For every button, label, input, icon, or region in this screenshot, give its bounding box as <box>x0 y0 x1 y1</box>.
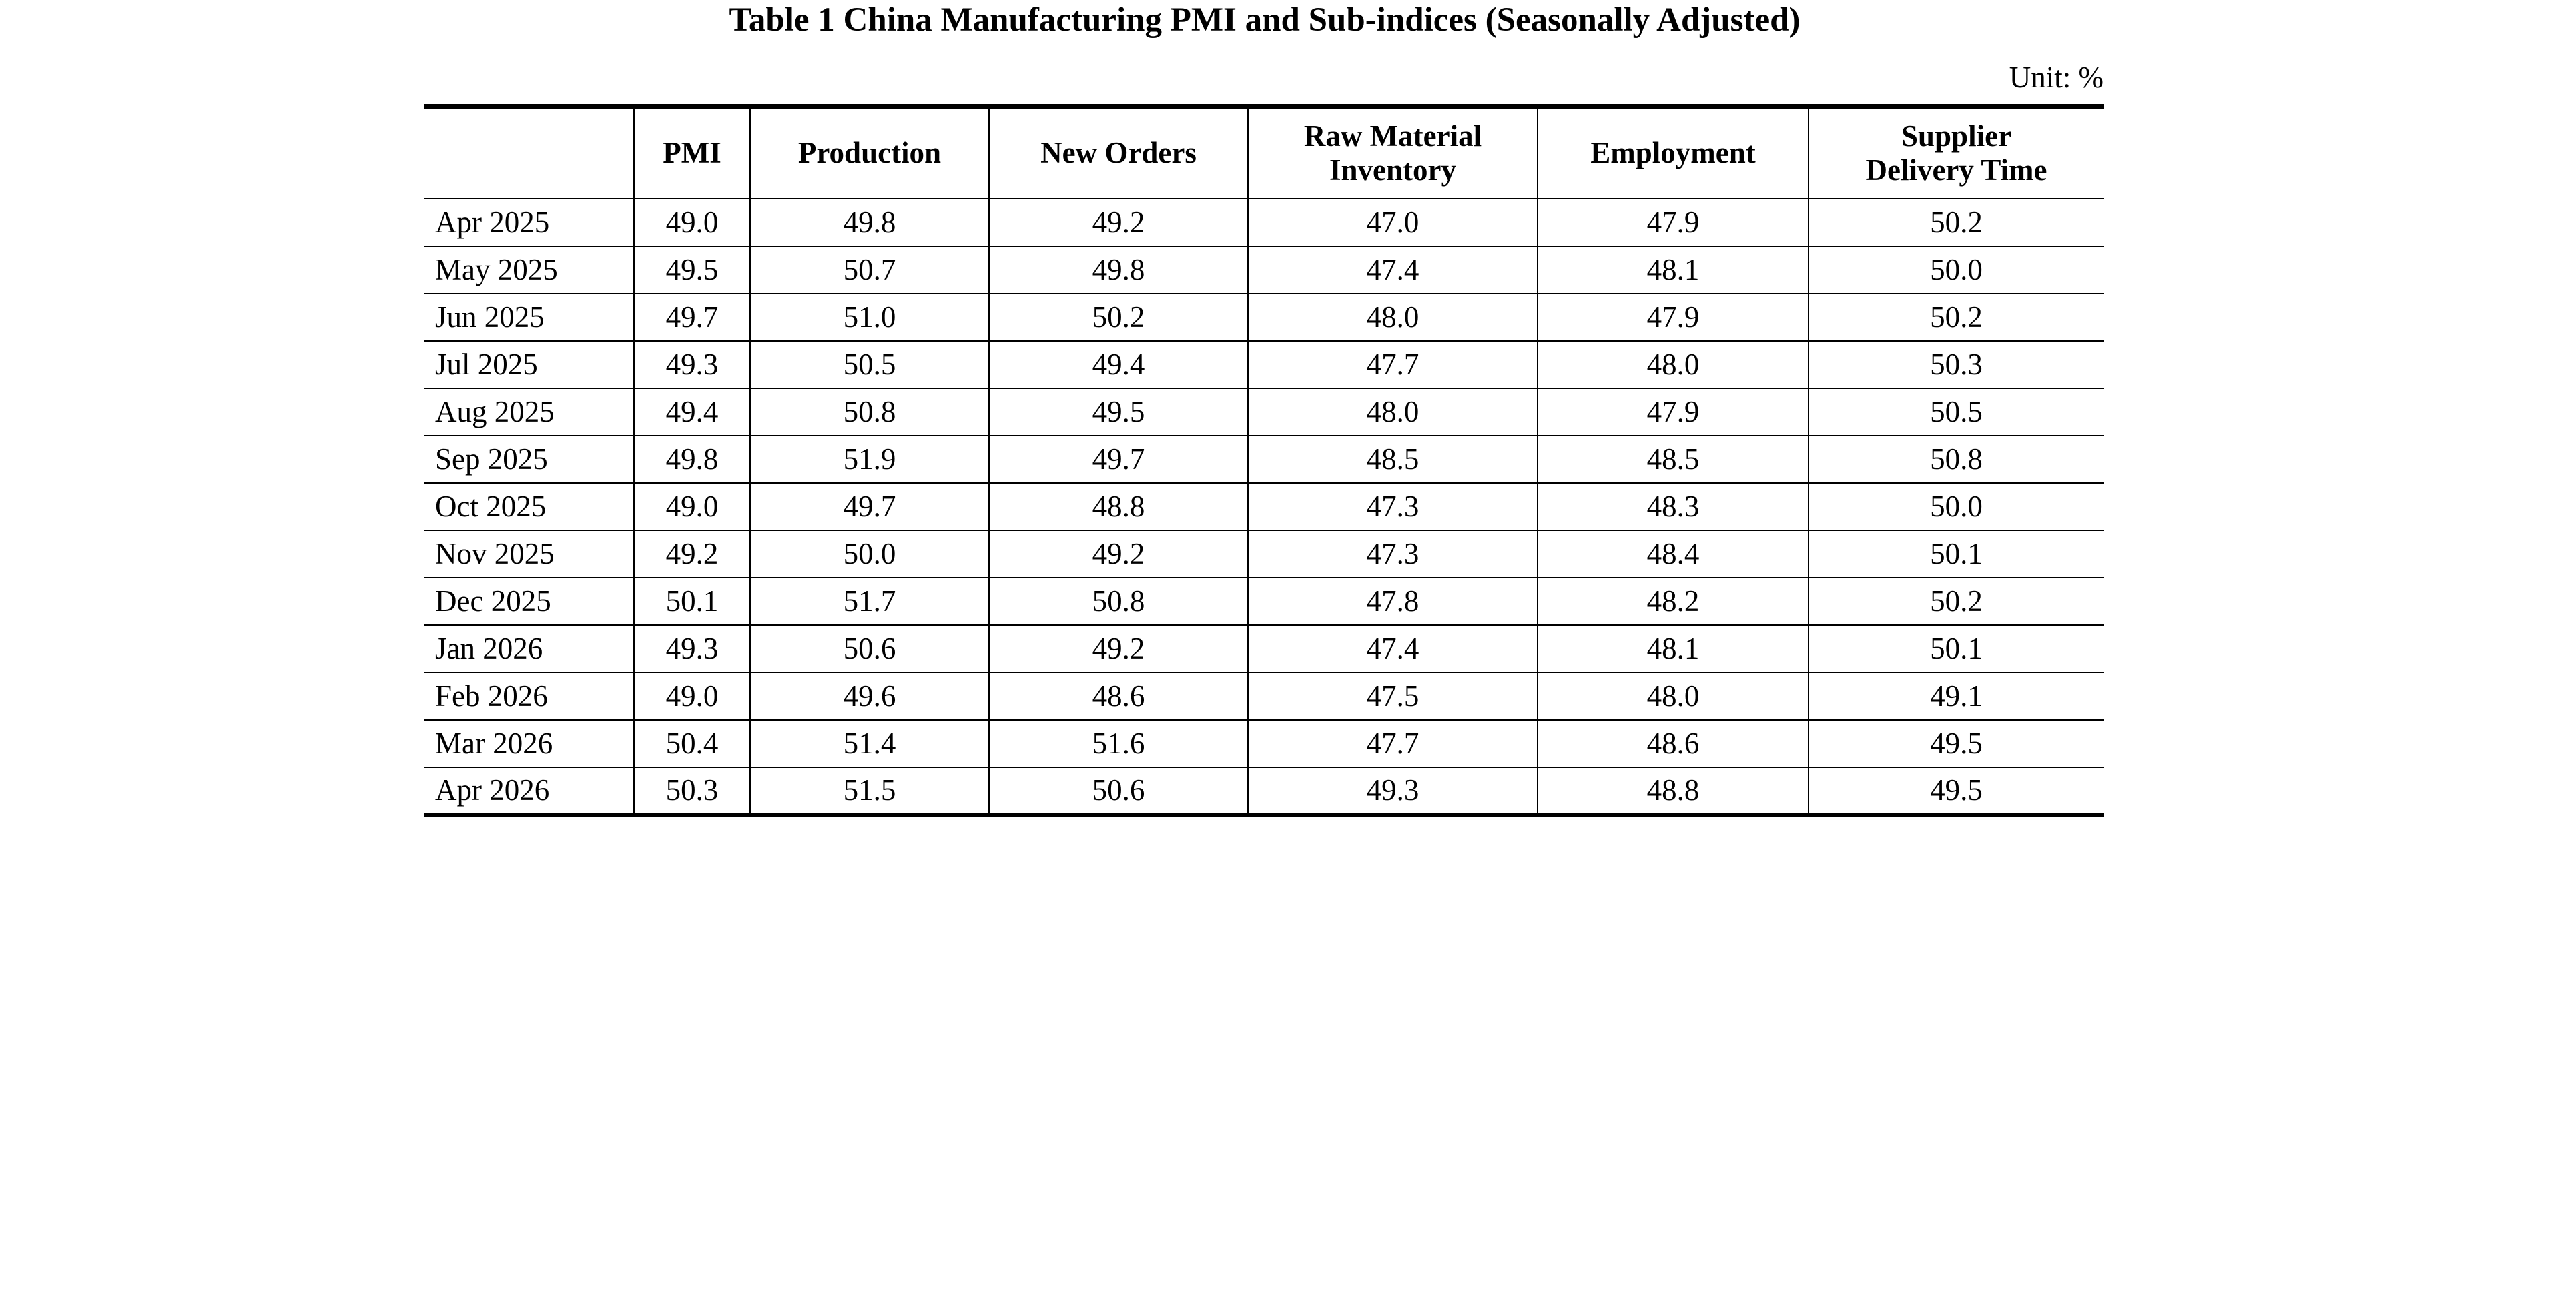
table-row <box>424 767 2104 815</box>
table-row <box>424 199 2104 246</box>
table-row <box>424 294 2104 341</box>
table-row <box>424 578 2104 625</box>
table-cell: 48.1 <box>1538 625 1809 673</box>
table-cell: 51.5 <box>750 767 989 815</box>
row-label-month: Nov 2025 <box>424 530 634 578</box>
table-cell: 51.7 <box>750 578 989 625</box>
table-cell: 49.3 <box>634 341 750 388</box>
table-cell: 49.5 <box>989 388 1248 436</box>
table-row <box>424 720 2104 767</box>
column-header-month <box>424 107 634 199</box>
table-cell: 50.7 <box>750 246 989 294</box>
table-cell: 50.1 <box>1809 625 2104 673</box>
table-cell: 49.7 <box>989 436 1248 483</box>
table-cell: 48.6 <box>1538 720 1809 767</box>
column-header: Employment <box>1538 107 1809 199</box>
table-cell: 47.8 <box>1248 578 1538 625</box>
table-row <box>424 388 2104 436</box>
column-header: Raw Material Inventory <box>1248 107 1538 199</box>
table-cell: 50.1 <box>1809 530 2104 578</box>
row-label-month: Oct 2025 <box>424 483 634 530</box>
table-cell: 50.1 <box>634 578 750 625</box>
table-cell: 50.4 <box>634 720 750 767</box>
table-cell: 48.5 <box>1538 436 1809 483</box>
row-label-month: Sep 2025 <box>424 436 634 483</box>
row-label-month: Feb 2026 <box>424 673 634 720</box>
table-cell: 51.4 <box>750 720 989 767</box>
table-row <box>424 530 2104 578</box>
table-cell: 49.4 <box>989 341 1248 388</box>
table-cell: 50.2 <box>1809 578 2104 625</box>
table-cell: 49.5 <box>1809 767 2104 815</box>
table-row <box>424 483 2104 530</box>
table-cell: 50.2 <box>989 294 1248 341</box>
table-cell: 50.0 <box>1809 483 2104 530</box>
column-header: New Orders <box>989 107 1248 199</box>
table-cell: 50.0 <box>1809 246 2104 294</box>
table-row <box>424 625 2104 673</box>
row-label-month: Jan 2026 <box>424 625 634 673</box>
table-cell: 50.2 <box>1809 294 2104 341</box>
column-header: PMI <box>634 107 750 199</box>
pmi-table <box>424 104 2104 817</box>
table-cell: 50.8 <box>989 578 1248 625</box>
row-label-month: Aug 2025 <box>424 388 634 436</box>
table-cell: 48.0 <box>1248 294 1538 341</box>
table-cell: 51.9 <box>750 436 989 483</box>
page-title: Table 1 China Manufacturing PMI and Sub-indices (Seasonally Adjusted) <box>729 1 1801 39</box>
table-cell: 48.2 <box>1538 578 1809 625</box>
row-label-month: Dec 2025 <box>424 578 634 625</box>
row-label-month: Mar 2026 <box>424 720 634 767</box>
table-cell: 48.4 <box>1538 530 1809 578</box>
table-cell: 49.3 <box>634 625 750 673</box>
table-cell: 49.4 <box>634 388 750 436</box>
table-cell: 50.6 <box>989 767 1248 815</box>
table-cell: 51.6 <box>989 720 1248 767</box>
table-cell: 48.8 <box>1538 767 1809 815</box>
table-cell: 49.1 <box>1809 673 2104 720</box>
table-cell: 48.0 <box>1538 673 1809 720</box>
table-cell: 47.3 <box>1248 530 1538 578</box>
table-cell: 50.5 <box>1809 388 2104 436</box>
table-cell: 47.9 <box>1538 294 1809 341</box>
table-cell: 49.0 <box>634 673 750 720</box>
table-cell: 49.2 <box>989 530 1248 578</box>
unit-label: Unit: % <box>2009 61 2104 94</box>
row-label-month: May 2025 <box>424 246 634 294</box>
table-cell: 50.8 <box>1809 436 2104 483</box>
row-label-month: Jun 2025 <box>424 294 634 341</box>
table-cell: 49.6 <box>750 673 989 720</box>
table-cell: 49.2 <box>989 199 1248 246</box>
table-cell: 49.7 <box>750 483 989 530</box>
table-cell: 49.7 <box>634 294 750 341</box>
table-cell: 48.8 <box>989 483 1248 530</box>
table-cell: 47.3 <box>1248 483 1538 530</box>
table-header-row <box>424 107 2104 199</box>
table-cell: 49.8 <box>634 436 750 483</box>
table-cell: 50.6 <box>750 625 989 673</box>
table-cell: 49.0 <box>634 483 750 530</box>
table-cell: 50.3 <box>1809 341 2104 388</box>
table-cell: 49.8 <box>750 199 989 246</box>
table-cell: 51.0 <box>750 294 989 341</box>
table-body <box>424 199 2104 815</box>
table-cell: 50.5 <box>750 341 989 388</box>
table-cell: 47.7 <box>1248 720 1538 767</box>
column-header: Supplier Delivery Time <box>1809 107 2104 199</box>
table-cell: 47.9 <box>1538 199 1809 246</box>
table-row <box>424 341 2104 388</box>
table-cell: 47.9 <box>1538 388 1809 436</box>
table-cell: 49.8 <box>989 246 1248 294</box>
table-cell: 48.0 <box>1248 388 1538 436</box>
table-cell: 47.4 <box>1248 625 1538 673</box>
table-cell: 49.5 <box>1809 720 2104 767</box>
table-cell: 48.3 <box>1538 483 1809 530</box>
table-cell: 47.4 <box>1248 246 1538 294</box>
table-cell: 49.2 <box>634 530 750 578</box>
row-label-month: Jul 2025 <box>424 341 634 388</box>
table-cell: 50.3 <box>634 767 750 815</box>
table-row <box>424 436 2104 483</box>
table-cell: 50.0 <box>750 530 989 578</box>
table-cell: 47.7 <box>1248 341 1538 388</box>
table-cell: 49.5 <box>634 246 750 294</box>
table-cell: 48.5 <box>1248 436 1538 483</box>
table-cell: 48.6 <box>989 673 1248 720</box>
row-label-month: Apr 2026 <box>424 767 634 815</box>
table-cell: 50.8 <box>750 388 989 436</box>
table-cell: 47.5 <box>1248 673 1538 720</box>
table-row <box>424 246 2104 294</box>
table-cell: 50.2 <box>1809 199 2104 246</box>
table-cell: 47.0 <box>1248 199 1538 246</box>
table-cell: 49.0 <box>634 199 750 246</box>
row-label-month: Apr 2025 <box>424 199 634 246</box>
table-cell: 49.2 <box>989 625 1248 673</box>
table-cell: 48.0 <box>1538 341 1809 388</box>
table-cell: 49.3 <box>1248 767 1538 815</box>
table-cell: 48.1 <box>1538 246 1809 294</box>
table-row <box>424 673 2104 720</box>
column-header: Production <box>750 107 989 199</box>
